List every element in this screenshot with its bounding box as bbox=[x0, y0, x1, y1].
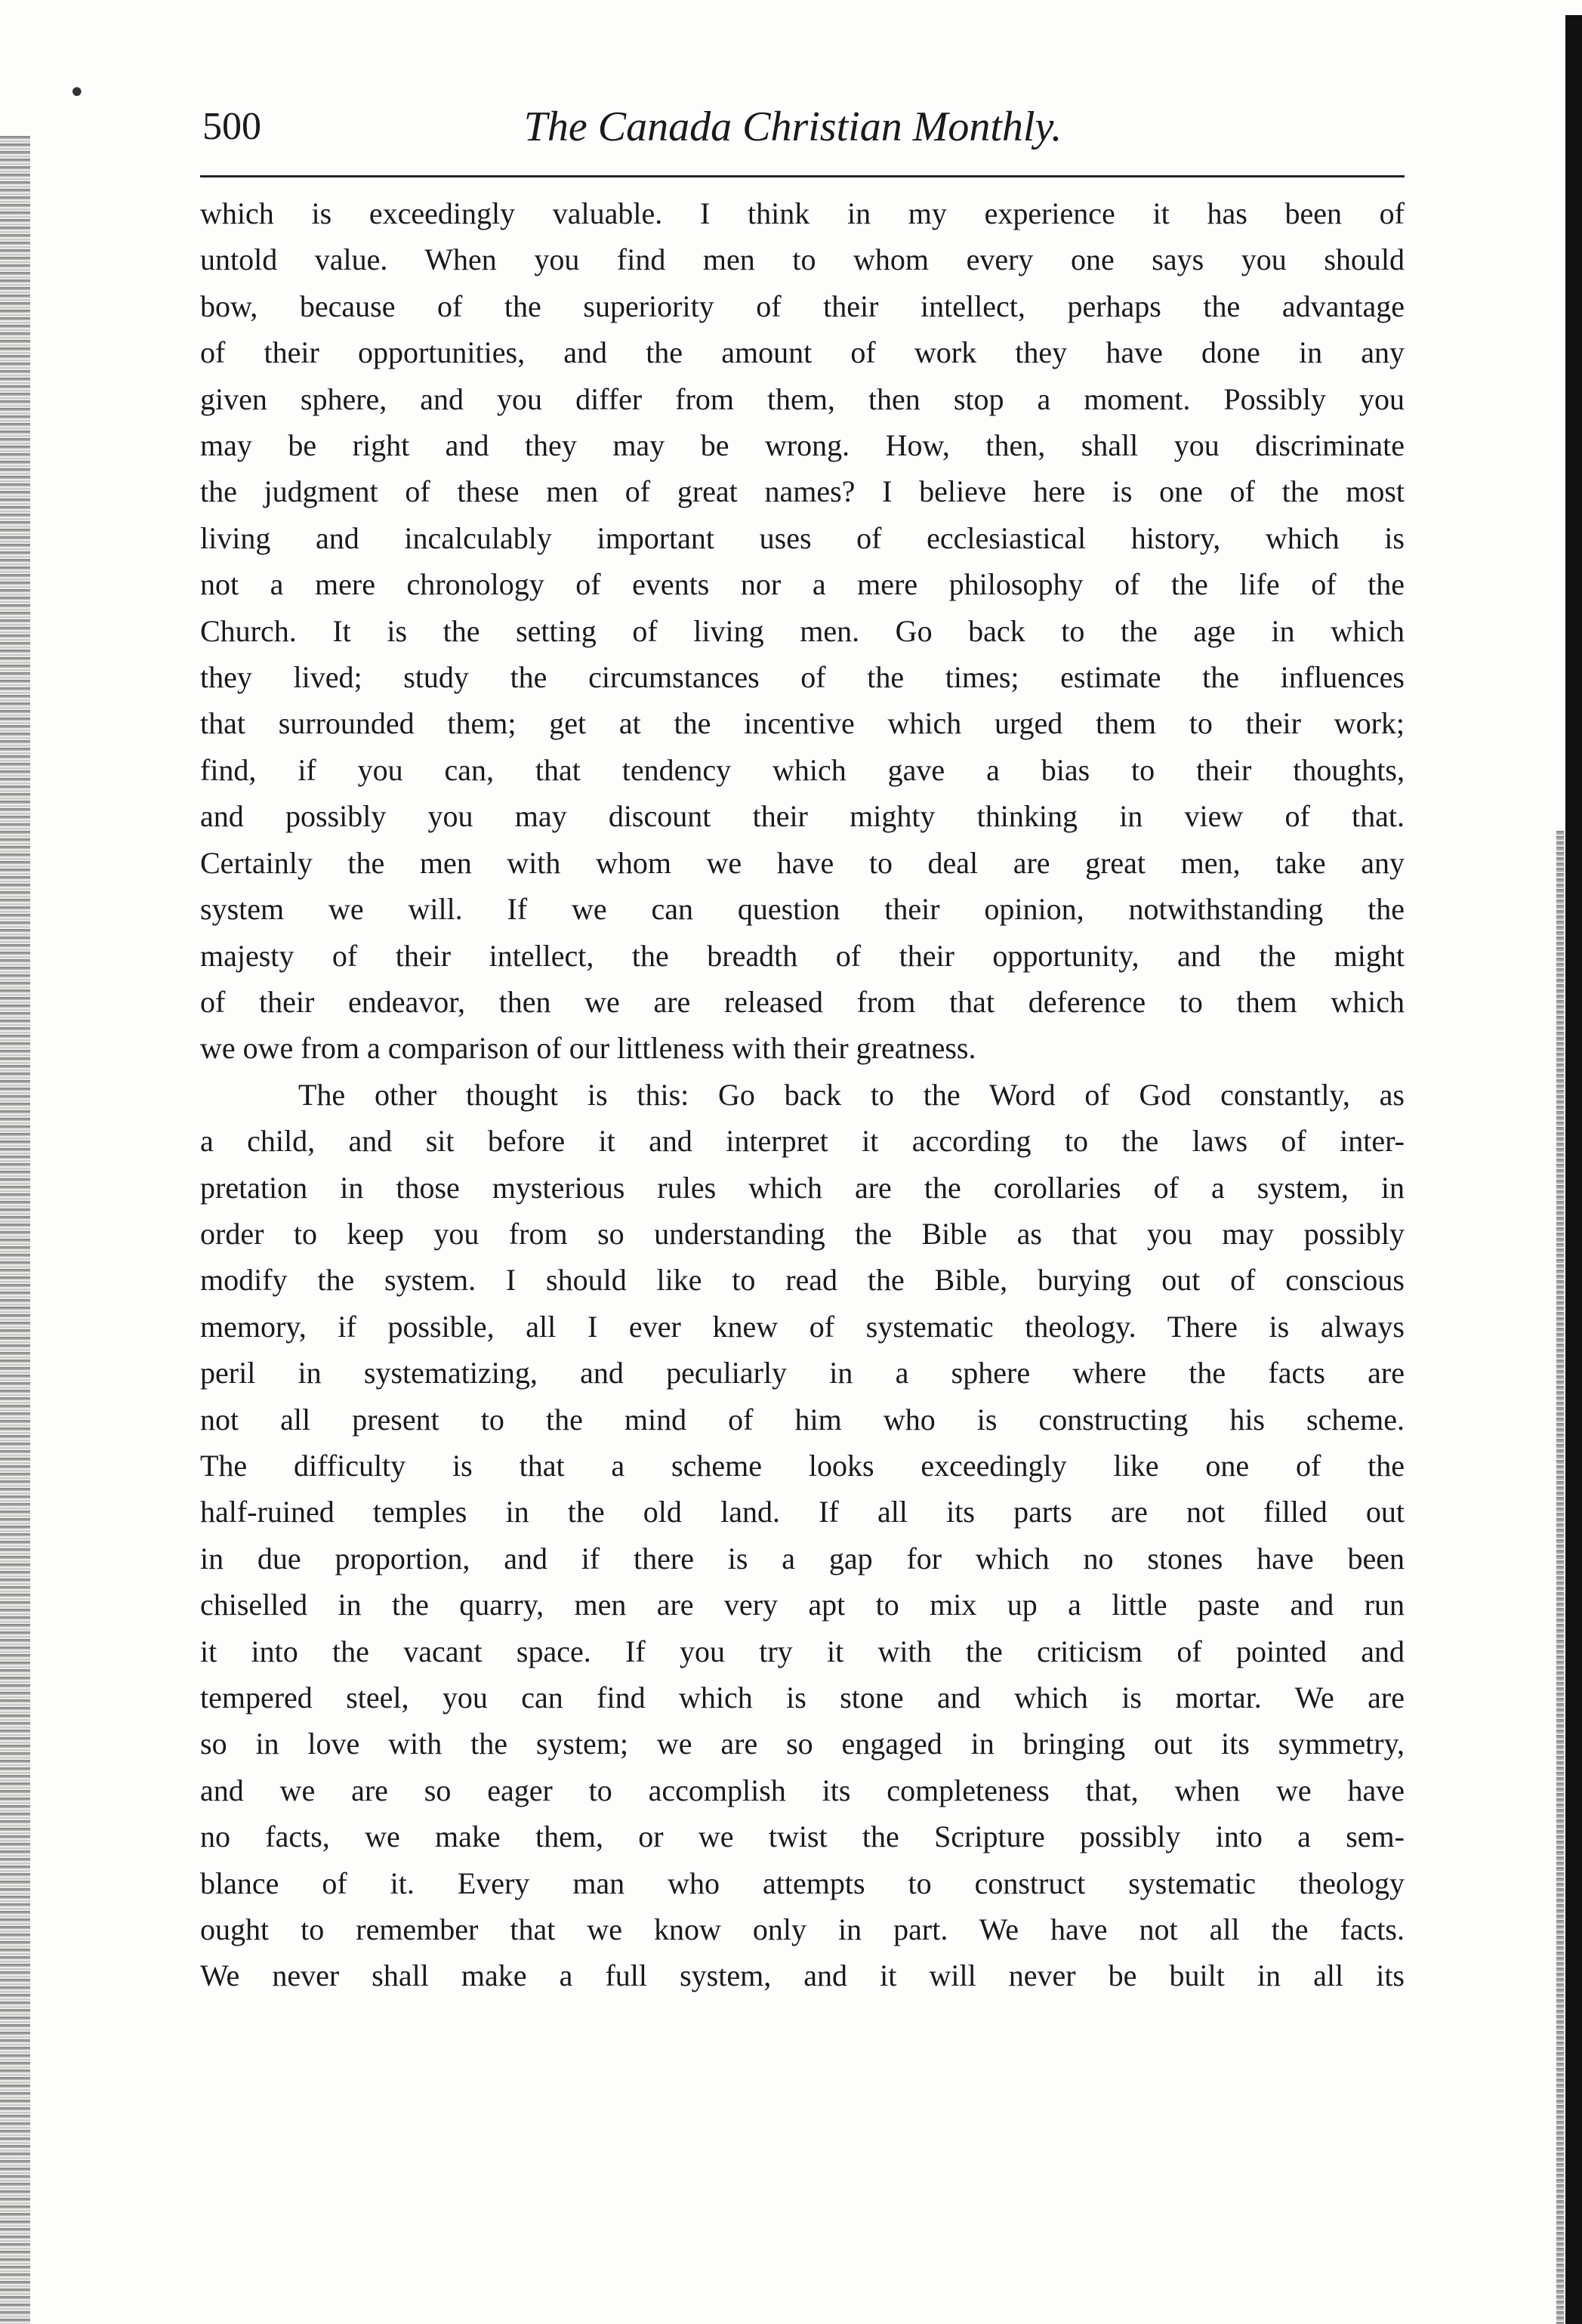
right-page-edge bbox=[1556, 831, 1564, 2324]
text-line: not a mere chronology of events nor a mere philosophy of the life of the bbox=[200, 567, 1405, 602]
text-line: tempered steel, you can find which is stone and which is mortar. We are bbox=[200, 1681, 1405, 1714]
text-line: it into the vacant space. If you try it with the criticism of pointed and bbox=[200, 1634, 1405, 1668]
text-line: order to keep you from so understanding the Bible as that you may possibly bbox=[200, 1216, 1405, 1251]
text-line: memory, if possible, all I ever knew of systematic theology. There is always bbox=[200, 1309, 1405, 1344]
text-line: half-ruined temples in the old land. If all its parts are not filled out bbox=[200, 1495, 1405, 1529]
text-line: Certainly the men with whom we have to deal are great men, take any bbox=[200, 845, 1405, 880]
text-line: The difficulty is that a scheme looks exceedingly like one of the bbox=[200, 1448, 1405, 1483]
header-rule bbox=[200, 175, 1405, 177]
text-line: may be right and they may be wrong. How, then, shall you discriminate bbox=[200, 428, 1405, 463]
text-line: bow, because of the superiority of their intellect, perhaps the advantage bbox=[200, 289, 1405, 323]
text-line: so in love with the system; we are so engaged in bringing out its symmetry, bbox=[200, 1727, 1405, 1761]
text-line: peril in systematizing, and peculiarly in a sphere where the facts are bbox=[200, 1356, 1405, 1390]
text-line: ought to remember that we know only in part. We have not all the facts. bbox=[200, 1912, 1405, 1947]
text-line: chiselled in the quarry, men are very apt to mix up a little paste and run bbox=[200, 1588, 1405, 1622]
text-line: we owe from a comparison of our littleness with their greatness. bbox=[200, 1031, 976, 1066]
text-line: no facts, we make them, or we twist the Scripture possibly into a sem- bbox=[200, 1819, 1405, 1854]
text-line: that surrounded them; get at the incentive which urged them to their work; bbox=[200, 706, 1405, 741]
text-line: a child, and sit before it and interpret it according to the laws of inter- bbox=[200, 1124, 1405, 1159]
text-line: The other thought is this: Go back to the Word of God constantly, as bbox=[298, 1077, 1405, 1112]
page-header bbox=[174, 98, 1412, 159]
text-line: given sphere, and you differ from them, then stop a moment. Possibly you bbox=[200, 381, 1405, 416]
text-line: the judgment of these men of great names? I believe here is one of the most bbox=[200, 474, 1405, 509]
text-line: We never shall make a full system, and it will never be built in all its bbox=[200, 1958, 1405, 1993]
text-line: which is exceedingly valuable. I think in my experience it has been of bbox=[200, 196, 1405, 230]
text-line: find, if you can, that tendency which gave a bias to their thoughts, bbox=[200, 752, 1405, 787]
text-line: they lived; study the circumstances of the times; estimate the influences bbox=[200, 660, 1405, 695]
text-line: in due proportion, and if there is a gap for which no stones have been bbox=[200, 1541, 1405, 1576]
scan-speck: • bbox=[68, 76, 86, 110]
text-line: living and incalculably important uses of ecclesiastical history, which is bbox=[200, 520, 1405, 555]
text-line: modify the system. I should like to read the Bible, burying out of conscious bbox=[200, 1263, 1405, 1298]
text-line: untold value. When you find men to whom every one says you should bbox=[200, 242, 1405, 277]
running-title: The Canada Christian Monthly. bbox=[523, 103, 1062, 150]
text-line: of their endeavor, then we are released from that deference to them which bbox=[200, 984, 1405, 1019]
left-binding-edge bbox=[0, 136, 30, 2324]
text-line: and we are so eager to accomplish its completeness that, when we have bbox=[200, 1773, 1405, 1807]
right-scan-border bbox=[1565, 15, 1582, 2324]
text-line: and possibly you may discount their mighty thinking in view of that. bbox=[200, 799, 1405, 834]
text-line: blance of it. Every man who attempts to construct systematic theology bbox=[200, 1866, 1405, 1900]
text-line: majesty of their intellect, the breadth of their opportunity, and the might bbox=[200, 938, 1405, 973]
page-number: 500 bbox=[202, 105, 261, 148]
text-line: of their opportunities, and the amount of work they have done in any bbox=[200, 335, 1405, 370]
text-line: not all present to the mind of him who is constructing his scheme. bbox=[200, 1402, 1405, 1437]
text-line: system we will. If we can question their opinion, notwithstanding the bbox=[200, 892, 1405, 927]
body-text bbox=[200, 190, 1405, 1999]
text-line: Church. It is the setting of living men. Go back to the age in which bbox=[200, 613, 1405, 648]
text-line: pretation in those mysterious rules which are the corollaries of a system, in bbox=[200, 1170, 1405, 1205]
